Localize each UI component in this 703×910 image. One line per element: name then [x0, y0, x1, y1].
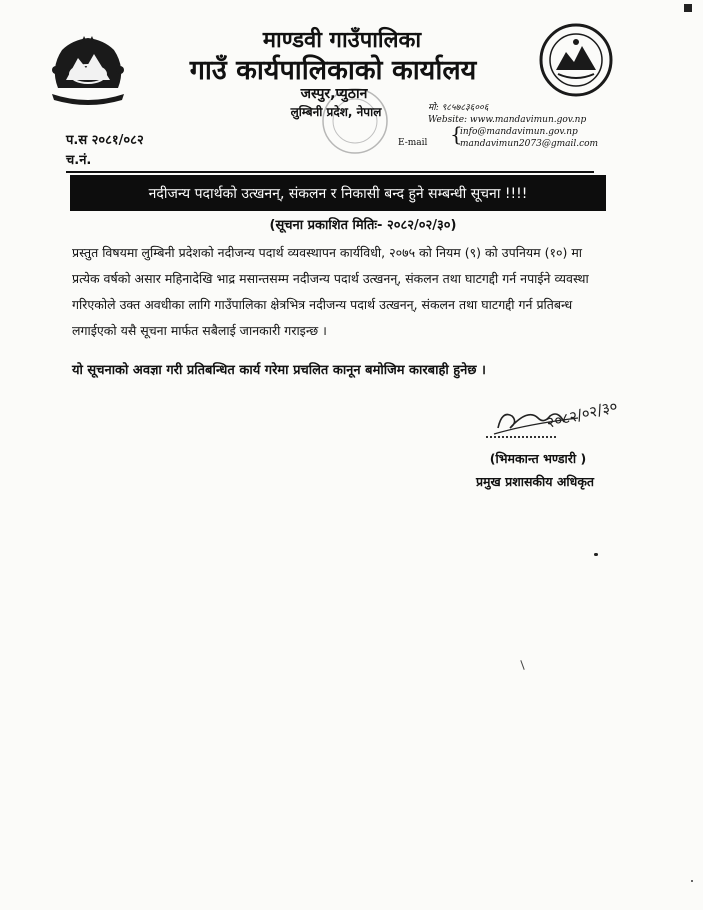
address-line-2: लुम्बिनी प्रदेश, नेपाल: [290, 105, 382, 119]
scan-speck: [691, 880, 693, 882]
notice-paragraph: प्रस्तुत विषयमा लुम्बिनी प्रदेशको नदीजन्य पदार्थ व्यवस्थापन कार्यविधी, २०७५ को नियम (९) को उपनियम (१०) मा प्रत्येक वर्षको असार महिनादेखि भाद्र मसान्तसम्म नदीजन्य पदार्थ उत्खनन्, संकलन तथा घाटगद्दी गर्न नपाईने व्यवस्था गरिएकोले उक्त अवधीका लागि गाउँपालिका क्षेत्रभित्र नदीजन्य पदार्थ उत्खनन्, संकलन तथा घाटगद्दी गर्न प्रतिबन्ध लगाईएको यसै सूचना मार्फत सबैलाई जानकारी गराइन्छ ।: [72, 245, 589, 338]
scan-speck: [520, 660, 524, 670]
reference-number: प.स २०८१/०८२: [66, 133, 144, 148]
office-name: गाउँ कार्यपालिकाको कार्यालय: [189, 55, 477, 86]
website: Website: www.mandavimun.gov.np: [428, 115, 587, 125]
signer-name: (भिमकान्त भण्डारी ): [489, 451, 587, 466]
scan-corner-mark: [684, 4, 692, 12]
brace-glyph: {: [450, 122, 463, 146]
address-line-1: जस्पुर,प्युठान: [300, 86, 368, 102]
dispatch-number: च.नं.: [66, 153, 92, 168]
signer-title: प्रमुख प्रशासकीय अधिकृत: [475, 474, 595, 489]
publication-date: (सूचना प्रकाशित मितिः- २०८२/०२/३०): [269, 218, 457, 233]
header-divider: [66, 171, 594, 173]
email-address: mandavimun2073@gmail.com: [460, 139, 599, 149]
notice-body: [72, 240, 612, 344]
email-label: E-mail: [398, 138, 428, 148]
phone-number: मो: ९८५७८३६००६: [428, 103, 489, 113]
notice-warning: यो सूचनाको अवज्ञा गरी प्रतिबन्धित कार्य गरेमा प्रचलित कानून बमोजिम कारबाही हुनेछ ।: [72, 363, 486, 378]
signature-line: [486, 436, 556, 438]
email-address: info@mandavimun.gov.np: [460, 127, 578, 137]
notice-title-banner: [70, 175, 606, 211]
email-list: [460, 126, 598, 150]
signature-date: २०८२/०२/३०: [544, 396, 620, 432]
municipality-seal-icon: [538, 22, 614, 98]
scan-speck: [594, 553, 598, 556]
notice-title: नदीजन्य पदार्थको उत्खनन्, संकलन र निकासी बन्द हुने सम्बन्धी सूचना !!!!: [148, 185, 528, 202]
nepal-emblem-icon: [44, 28, 132, 108]
organization-name: माण्डवी गाउँपालिका: [262, 28, 422, 53]
